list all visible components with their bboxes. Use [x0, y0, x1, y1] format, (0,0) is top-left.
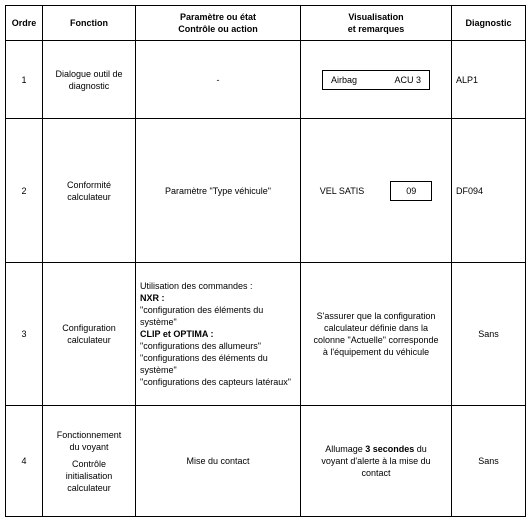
diagnostic-table — [5, 5, 526, 517]
table-header-row — [6, 6, 526, 41]
row4-fonction-b-line1: Contrôle — [71, 458, 107, 469]
row3-visu-line1: S'assurer que la configuration — [316, 311, 436, 321]
row4-visu-part2: du — [414, 444, 427, 454]
row2-ordre: 2 — [6, 119, 43, 263]
row1-parametre: - — [136, 41, 301, 119]
usage-nxr-title: NXR : — [140, 293, 165, 303]
row2-fonction-line1: Conformité — [66, 179, 111, 190]
row1-fonction — [43, 41, 136, 119]
row1-fonction-line1: Dialogue outil de — [55, 68, 123, 79]
row1-diagnostic: ALP1 — [452, 41, 526, 119]
header-parametre-line1: Paramètre ou état — [179, 12, 257, 22]
vehicle-code-box: 09 — [390, 181, 432, 201]
row4-visu-part1: Allumage — [325, 444, 366, 454]
header-fonction: Fonction — [43, 6, 136, 41]
ecu-model-label: ACU 3 — [394, 74, 421, 85]
usage-nxr-item: "configuration des éléments du système" — [140, 305, 264, 327]
row3-fonction-line1: Configuration — [62, 323, 116, 333]
row3-ordre: 3 — [6, 263, 43, 406]
header-ordre: Ordre — [6, 6, 43, 41]
header-visualisation — [301, 6, 452, 41]
header-diagnostic: Diagnostic — [452, 6, 526, 41]
row3-diagnostic: Sans — [452, 263, 526, 406]
usage-clip-title: CLIP et OPTIMA : — [140, 329, 214, 339]
header-visualisation-line1: Visualisation — [348, 12, 404, 22]
usage-clip-item: "configurations des capteurs latéraux" — [140, 377, 291, 387]
ecu-display-box — [322, 70, 430, 90]
table-row — [6, 41, 526, 119]
usage-clip-item: "configurations des éléments du système" — [140, 353, 268, 375]
header-visualisation-line2: et remarques — [347, 24, 405, 34]
usage-clip-item: "configurations des allumeurs" — [140, 341, 261, 351]
table-row — [6, 119, 526, 263]
row4-visu-duration: 3 secondes — [365, 444, 415, 454]
row4-fonction-a-line1: Fonctionnement — [56, 429, 122, 440]
row4-fonction — [43, 406, 136, 517]
row3-visu-line2: calculateur définie dans la — [323, 323, 429, 333]
row4-fonction-a-line2: du voyant — [69, 441, 109, 452]
row2-parametre: Paramètre "Type véhicule" — [136, 119, 301, 263]
vehicle-name: VEL SATIS — [319, 185, 365, 196]
row4-fonction-b-line3: calculateur — [67, 482, 111, 493]
row3-fonction-line2: calculateur — [67, 335, 111, 345]
ecu-system-label: Airbag — [331, 74, 358, 85]
row3-parametre — [136, 263, 301, 406]
row3-visu-line4: à l'équipement du véhicule — [322, 347, 430, 357]
row4-parametre: Mise du contact — [136, 406, 301, 517]
row3-fonction — [43, 263, 136, 406]
row4-visualisation — [301, 406, 452, 517]
table-row — [6, 406, 526, 517]
row2-visualisation — [301, 119, 452, 263]
header-parametre — [136, 6, 301, 41]
row2-diagnostic: DF094 — [452, 119, 526, 263]
row4-visu-line1 — [305, 443, 447, 455]
row1-ordre: 1 — [6, 41, 43, 119]
table-row — [6, 263, 526, 406]
row1-visualisation — [301, 41, 452, 119]
row4-visu-line3: contact — [361, 468, 391, 478]
row4-fonction-b-line2: initialisation — [65, 470, 113, 481]
row4-ordre: 4 — [6, 406, 43, 517]
row4-diagnostic: Sans — [452, 406, 526, 517]
usage-intro: Utilisation des commandes : — [140, 281, 253, 291]
row2-fonction — [43, 119, 136, 263]
row1-fonction-line2: diagnostic — [68, 80, 110, 91]
header-parametre-line2: Contrôle ou action — [178, 24, 258, 34]
row3-visualisation — [301, 263, 452, 406]
row3-visu-line3: colonne "Actuelle" corresponde — [313, 335, 439, 345]
row4-visu-line2: voyant d'alerte à la mise du — [321, 456, 431, 466]
row2-fonction-line2: calculateur — [67, 191, 111, 202]
